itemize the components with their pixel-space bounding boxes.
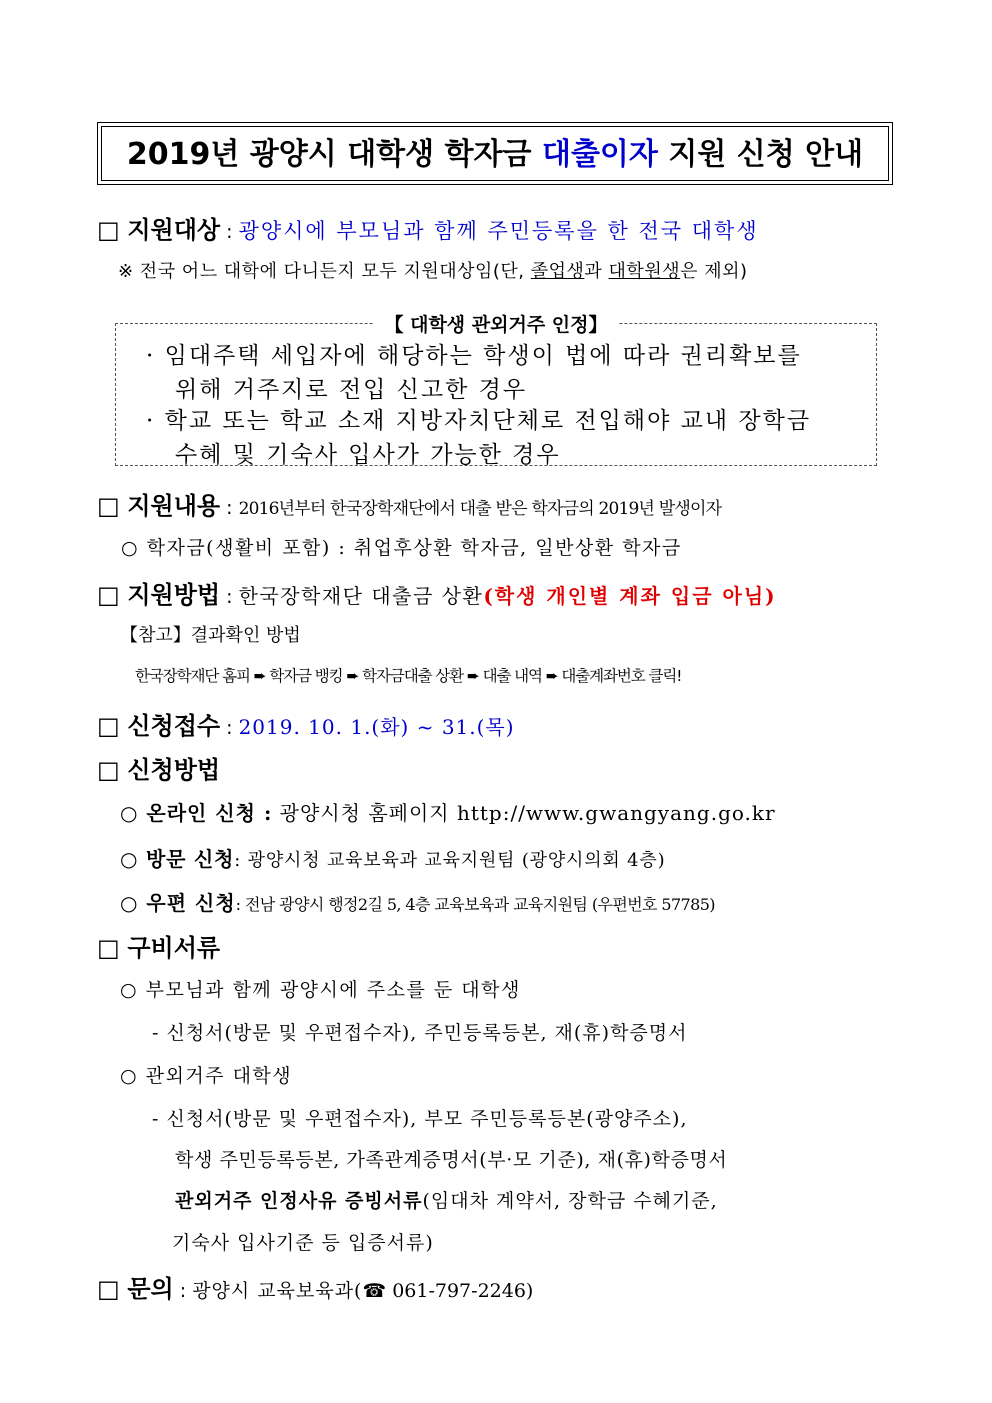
- section-colon: :: [220, 497, 239, 519]
- note-text: 과: [584, 261, 609, 282]
- section-apply: [97, 750, 220, 785]
- section-label-method: 지원방법: [127, 581, 221, 609]
- phone-icon: ☎: [362, 1280, 387, 1302]
- content-text: 2016년부터 한국장학재단에서 대출 받은 학자금의 2019년 발생이자: [238, 499, 722, 519]
- title-highlight: 대출이자: [541, 137, 658, 172]
- section-target: [97, 210, 759, 245]
- section-colon: :: [220, 221, 239, 243]
- apply-visit-text: : 광양시청 교육보육과 교육지원팀 (광양시의회 4층): [234, 850, 666, 871]
- target-note: [118, 257, 748, 283]
- note-grad-school: 대학원생: [608, 261, 681, 282]
- section-label-content: 지원내용: [127, 492, 221, 520]
- title-box: [97, 122, 893, 185]
- note-graduate: 졸업생: [530, 261, 585, 282]
- section-method: [97, 575, 777, 610]
- period-text: 2019. 10. 1.(화) ~ 31.(목): [238, 715, 515, 739]
- section-bullet: □: [97, 216, 120, 244]
- section-docs: [97, 928, 220, 963]
- section-bullet: □: [97, 712, 120, 740]
- docs-group-2-item-2: 학생 주민등록등본, 가족관계증명서(부·모 기준), 재(휴)학증명서: [175, 1149, 728, 1171]
- section-bullet: □: [97, 1275, 120, 1303]
- apply-online-label: ○ 온라인 신청 :: [120, 801, 273, 825]
- method-reference: 【참고】결과확인 방법: [120, 625, 301, 646]
- docs-group-1-item: - 신청서(방문 및 우편접수자), 주민등록등본, 재(휴)학증명서: [152, 1022, 688, 1044]
- method-path: 한국장학재단 홈피 ➨ 학자금 뱅킹 ➨ 학자금대출 상환 ➨ 대출 내역 ➨ 대출계좌번호 클릭!: [135, 667, 682, 685]
- method-text: 한국장학재단 대출금 상환: [238, 584, 484, 608]
- apply-mail: [120, 887, 715, 916]
- box-line-2: 위해 거주지로 전입 신고한 경우: [175, 377, 528, 403]
- section-label-docs: 구비서류: [127, 934, 221, 962]
- apply-visit: [120, 843, 665, 872]
- contact-phone: 061-797-2246): [386, 1280, 534, 1302]
- section-colon: :: [173, 1280, 193, 1302]
- section-content: [97, 486, 721, 521]
- section-colon: :: [220, 717, 239, 739]
- section-label-apply: 신청방법: [127, 756, 221, 784]
- target-text: 광양시에 부모님과 함께 주민등록을 한 전국 대학생: [238, 219, 759, 243]
- method-warning: (학생 개인별 계좌 입금 아님): [483, 584, 777, 608]
- apply-online: [120, 797, 776, 826]
- box-line-4: 수혜 및 기숙사 입사가 가능한 경우: [175, 442, 561, 468]
- box-line-1: · 임대주택 세입자에 해당하는 학생이 법에 따라 권리확보를: [146, 343, 802, 369]
- section-bullet: □: [97, 581, 120, 609]
- section-bullet: □: [97, 756, 120, 784]
- docs-group-2-item-3: [175, 1186, 718, 1213]
- docs-proof-label: 관외거주 인정사유 증빙서류: [175, 1190, 423, 1212]
- docs-proof-detail: (임대차 계약서, 장학금 수혜기준,: [422, 1190, 718, 1212]
- content-sub: ○ 학자금(생활비 포함) : 취업후상환 학자금, 일반상환 학자금: [121, 537, 682, 559]
- docs-group-2-item-1: - 신청서(방문 및 우편접수자), 부모 주민등록등본(광양주소),: [152, 1108, 688, 1130]
- apply-online-text: 광양시청 홈페이지 http://www.gwangyang.go.kr: [272, 801, 776, 825]
- section-label-target: 지원대상: [127, 216, 221, 244]
- box-title: 【 대학생 관외거주 인정】: [374, 314, 617, 336]
- docs-group-1: ○ 부모님과 함께 광양시에 주소를 둔 대학생: [120, 979, 521, 1001]
- contact-text: 광양시 교육보육과(: [192, 1280, 363, 1302]
- title-text-2: 지원 신청 안내: [657, 137, 864, 172]
- title-text-1: 2019년 광양시 대학생 학자금: [126, 137, 542, 172]
- docs-group-2: ○ 관외거주 대학생: [120, 1065, 293, 1087]
- section-bullet: □: [97, 492, 120, 520]
- page-title: [101, 126, 889, 181]
- apply-mail-text: : 전남 광양시 행정2길 5, 4층 교육보육과 교육지원팀 (우편번호 57785): [235, 895, 715, 914]
- section-colon: :: [220, 586, 239, 608]
- section-label-period: 신청접수: [127, 712, 221, 740]
- note-text: ※ 전국 어느 대학에 다니든지 모두 지원대상임(단,: [118, 261, 531, 282]
- section-contact: [97, 1269, 533, 1304]
- section-period: [97, 706, 515, 741]
- section-bullet: □: [97, 934, 120, 962]
- apply-mail-label: ○ 우편 신청: [120, 891, 236, 915]
- box-line-3: · 학교 또는 학교 소재 지방자치단체로 전입해야 교내 장학금: [146, 408, 812, 434]
- docs-group-2-item-4: 기숙사 입사기준 등 입증서류): [172, 1232, 434, 1254]
- note-text: 은 제외): [680, 261, 748, 282]
- apply-visit-label: ○ 방문 신청: [120, 847, 235, 871]
- section-label-contact: 문의: [127, 1275, 174, 1303]
